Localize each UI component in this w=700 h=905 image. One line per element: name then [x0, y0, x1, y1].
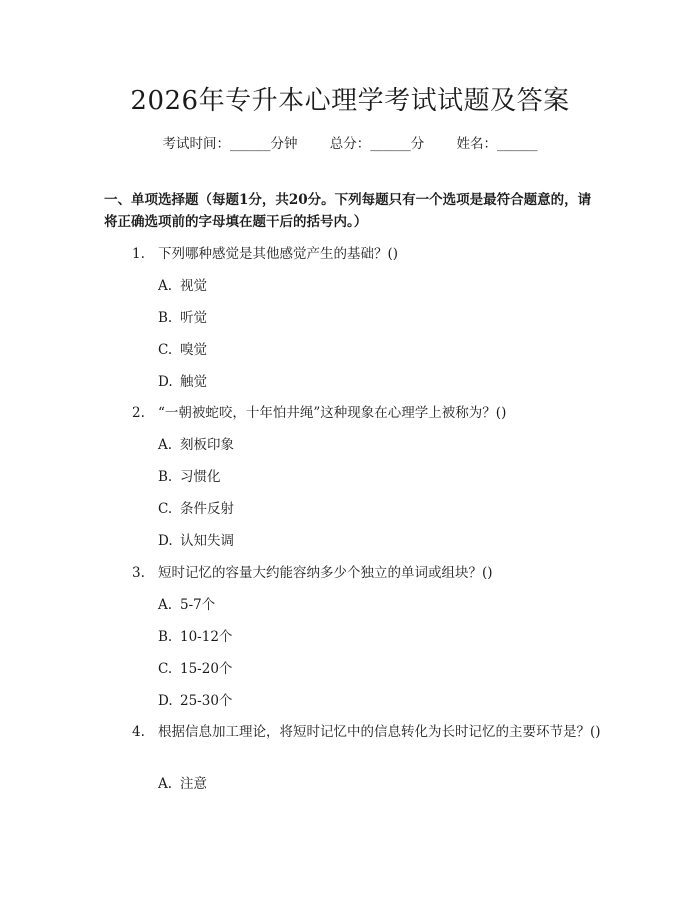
option-letter: C.	[158, 661, 173, 677]
option-letter: B.	[158, 310, 173, 326]
question-text: “一朝被蛇咬，十年怕井绳”这种现象在心理学上被称为？()	[158, 405, 507, 421]
option-text: 嗅觉	[180, 342, 207, 358]
question-text: 下列哪种感觉是其他感觉产生的基础？()	[158, 246, 399, 262]
option-text: 认知失调	[180, 533, 234, 549]
question-text: 短时记忆的容量大约能容纳多少个独立的单词或组块？()	[158, 565, 493, 581]
option-text: 刻板印象	[180, 437, 234, 453]
question-number: 3.	[132, 565, 145, 581]
option-text: 15-20个	[180, 661, 233, 677]
option-letter: A.	[158, 278, 173, 294]
exam-time-field: 考试时间：______分钟	[162, 136, 298, 152]
question-1	[104, 243, 604, 265]
option-3d	[158, 690, 232, 712]
question-number: 4.	[132, 724, 145, 740]
option-letter: A.	[158, 597, 173, 613]
option-letter: C.	[158, 342, 173, 358]
option-text: 听觉	[180, 310, 207, 326]
question-4	[104, 721, 604, 743]
question-number: 2.	[132, 405, 145, 421]
option-1d	[158, 371, 207, 393]
name-field: 姓名：______	[456, 136, 538, 152]
option-letter: C.	[158, 501, 173, 517]
option-letter: B.	[158, 629, 173, 645]
option-3c	[158, 658, 232, 680]
option-text: 25-30个	[180, 693, 233, 709]
question-text: 根据信息加工理论，将短时记忆中的信息转化为长时记忆的主要环节是？()	[158, 724, 601, 740]
option-3b	[158, 626, 232, 648]
option-1a	[158, 275, 207, 297]
option-letter: D.	[158, 374, 173, 390]
exam-info	[0, 132, 700, 152]
option-letter: A.	[158, 776, 173, 792]
option-2d	[158, 530, 234, 552]
section-heading: 一、单项选择题（每题1分，共20分。下列每题只有一个选项是最符合题意的，请将正确选项前的字母填在题干后的括号内。）	[104, 192, 592, 230]
option-text: 10-12个	[180, 629, 233, 645]
option-3a	[158, 594, 215, 616]
option-letter: D.	[158, 533, 173, 549]
option-letter: A.	[158, 437, 173, 453]
option-2b	[158, 466, 221, 488]
question-3	[104, 562, 604, 584]
question-2	[104, 402, 604, 424]
option-letter: B.	[158, 469, 173, 485]
total-score-field: 总分：______分	[329, 136, 425, 152]
option-text: 注意	[180, 776, 207, 792]
page-title: 2026年专升本心理学考试试题及答案	[130, 86, 570, 116]
option-text: 条件反射	[180, 501, 234, 517]
option-text: 触觉	[180, 374, 207, 390]
option-1c	[158, 339, 207, 361]
option-2c	[158, 498, 234, 520]
question-number: 1.	[132, 246, 145, 262]
option-1b	[158, 307, 207, 329]
option-text: 5-7个	[180, 597, 216, 613]
option-letter: D.	[158, 693, 173, 709]
option-4a	[158, 773, 207, 795]
option-text: 视觉	[180, 278, 207, 294]
option-text: 习惯化	[180, 469, 221, 485]
option-2a	[158, 434, 234, 456]
